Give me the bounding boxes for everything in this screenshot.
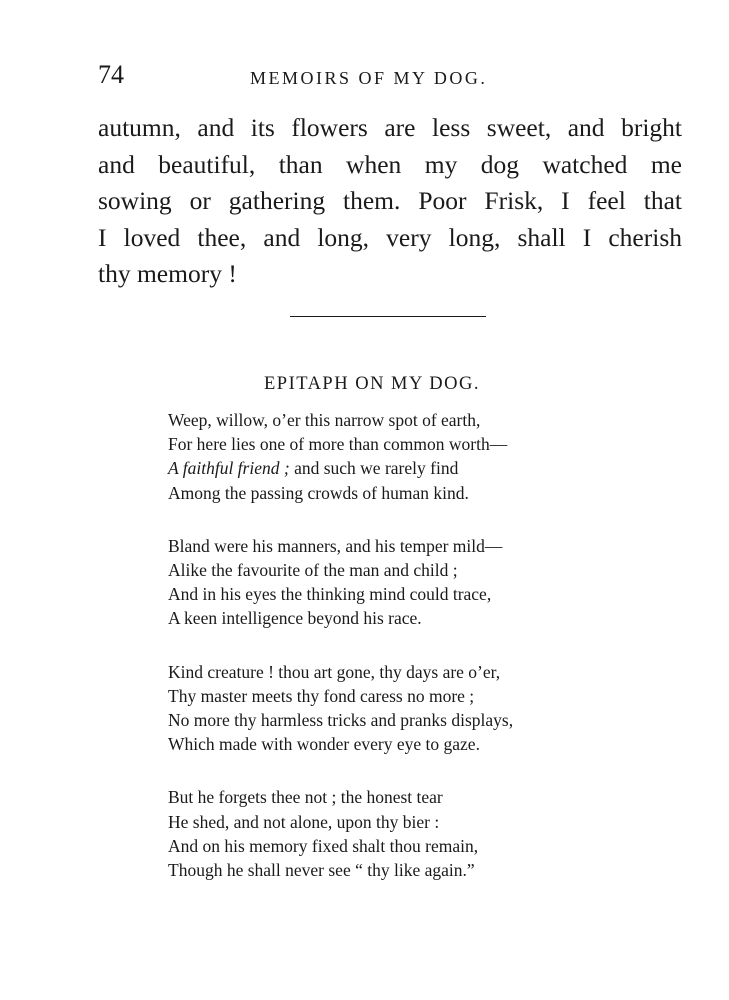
verse-line: No more thy harmless tricks and pranks displays,: [168, 710, 514, 731]
verse-line: For here lies one of more than common worth—: [168, 434, 508, 455]
stanza-1: [168, 408, 608, 505]
verse-line: But he forgets thee not ; the honest tear: [168, 787, 443, 808]
poem-title: EPITAPH ON MY DOG.: [264, 374, 481, 394]
verse-line: Kind creature ! thou art gone, thy days are o’er,: [168, 661, 501, 682]
verse-line: Among the passing crowds of human kind.: [168, 482, 469, 503]
verse-line: And in his eyes the thinking mind could trace,: [168, 584, 492, 605]
verse-line: He shed, and not alone, upon thy bier :: [168, 811, 440, 832]
verse-line: Which made with wonder every eye to gaze.: [168, 734, 480, 755]
verse-line: Weep, willow, o’er this narrow spot of earth,: [168, 410, 481, 430]
prose-line: autumn, and its flowers are less sweet, and bright: [98, 113, 682, 142]
section-divider: [290, 316, 486, 317]
verse-rest: and such we rarely find: [289, 458, 459, 479]
prose-line: I loved thee, and long, very long, shall I cherish: [98, 222, 682, 252]
verse-line: Alike the favourite of the man and child ;: [168, 560, 458, 581]
running-head: MEMOIRS OF MY DOG.: [250, 68, 488, 88]
prose-paragraph: [98, 110, 682, 293]
stanza-3: [168, 660, 608, 757]
verse-italic: A faithful friend ;: [168, 458, 290, 479]
prose-line: thy memory !: [98, 259, 237, 288]
verse-line: [168, 456, 608, 480]
verse-line: And on his memory fixed shalt thou remain,: [168, 835, 479, 856]
verse-line: Bland were his manners, and his temper mild—: [168, 535, 503, 556]
verse-line: A keen intelligence beyond his race.: [168, 608, 422, 629]
poem: [168, 408, 608, 911]
page-number: 74: [98, 60, 124, 89]
stanza-2: [168, 534, 608, 631]
prose-line: and beautiful, than when my dog watched me: [98, 149, 682, 179]
prose-line: sowing or gathering them. Poor Frisk, I feel that: [98, 186, 682, 215]
verse-line: Thy master meets thy fond caress no more ;: [168, 685, 475, 706]
stanza-4: [168, 785, 608, 882]
verse-line: Though he shall never see “ thy like again.”: [168, 860, 475, 881]
